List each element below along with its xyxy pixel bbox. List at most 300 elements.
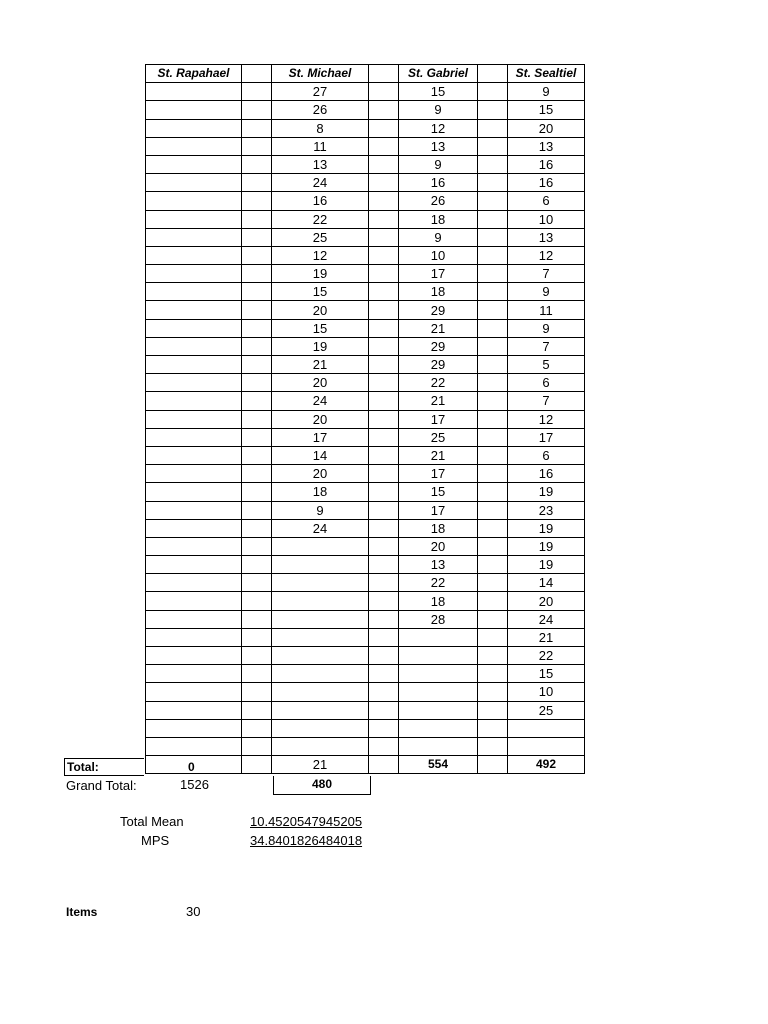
cell-gap[interactable]: [242, 374, 272, 392]
cell-gap[interactable]: [478, 301, 508, 319]
cell-gap[interactable]: [478, 137, 508, 155]
cell-st-rapahael[interactable]: [146, 155, 242, 173]
cell-st-sealtiel[interactable]: 12: [508, 410, 585, 428]
cell-gap[interactable]: [369, 283, 399, 301]
cell-st-sealtiel[interactable]: 6: [508, 374, 585, 392]
cell-st-sealtiel[interactable]: 6: [508, 446, 585, 464]
cell-gap[interactable]: [369, 719, 399, 737]
header-gap-2[interactable]: [369, 65, 399, 83]
cell-gap[interactable]: [369, 337, 399, 355]
cell-st-michael[interactable]: 8: [272, 119, 369, 137]
cell-gap[interactable]: [478, 392, 508, 410]
cell-gap[interactable]: [478, 83, 508, 101]
cell-gap[interactable]: [369, 446, 399, 464]
cell-st-michael[interactable]: 15: [272, 283, 369, 301]
cell-gap[interactable]: [242, 119, 272, 137]
cell-gap[interactable]: [478, 483, 508, 501]
header-row: [146, 65, 585, 83]
cell-gap[interactable]: [242, 483, 272, 501]
cell-st-gabriel[interactable]: 20: [399, 537, 478, 555]
cell-gap[interactable]: [369, 356, 399, 374]
cell-st-michael[interactable]: 24: [272, 519, 369, 537]
cell-st-michael[interactable]: 22: [272, 210, 369, 228]
cell-gap[interactable]: [478, 465, 508, 483]
cell-st-michael[interactable]: [272, 701, 369, 719]
cell-st-rapahael[interactable]: [146, 374, 242, 392]
cell-st-gabriel[interactable]: 17: [399, 465, 478, 483]
items-value[interactable]: 30: [186, 904, 201, 919]
cell-gap[interactable]: [242, 501, 272, 519]
cell-gap[interactable]: [369, 137, 399, 155]
cell-gap[interactable]: [369, 228, 399, 246]
cell-gap[interactable]: [478, 155, 508, 173]
cell-st-rapahael[interactable]: [146, 319, 242, 337]
cell-st-sealtiel[interactable]: [508, 719, 585, 737]
cell-st-gabriel[interactable]: [399, 701, 478, 719]
cell-st-rapahael[interactable]: [146, 610, 242, 628]
cell-gap[interactable]: [242, 574, 272, 592]
cell-st-sealtiel[interactable]: 9: [508, 83, 585, 101]
cell-st-rapahael[interactable]: [146, 683, 242, 701]
cell-gap[interactable]: [369, 665, 399, 683]
cell-gap[interactable]: [242, 283, 272, 301]
cell-st-rapahael[interactable]: [146, 192, 242, 210]
cell-gap[interactable]: [369, 265, 399, 283]
cell-st-gabriel[interactable]: 22: [399, 374, 478, 392]
cell-gap[interactable]: [369, 119, 399, 137]
table-row: [146, 665, 585, 683]
cell-st-gabriel[interactable]: 29: [399, 337, 478, 355]
cell-gap[interactable]: [242, 83, 272, 101]
cell-gap[interactable]: [369, 501, 399, 519]
table-row: [146, 283, 585, 301]
cell-gap[interactable]: [369, 410, 399, 428]
cell-st-sealtiel[interactable]: 12: [508, 246, 585, 264]
cell-gap[interactable]: [478, 665, 508, 683]
cell-st-michael[interactable]: [272, 574, 369, 592]
cell-gap[interactable]: [369, 519, 399, 537]
cell-gap[interactable]: [369, 374, 399, 392]
cell-gap[interactable]: [478, 428, 508, 446]
cell-gap[interactable]: [369, 483, 399, 501]
table-row: [146, 483, 585, 501]
cell-gap[interactable]: [369, 428, 399, 446]
cell-st-sealtiel[interactable]: 15: [508, 101, 585, 119]
cell-gap[interactable]: [242, 192, 272, 210]
cell-gap[interactable]: [242, 410, 272, 428]
cell-st-gabriel[interactable]: 18: [399, 519, 478, 537]
cell-gap[interactable]: [242, 228, 272, 246]
cell-gap[interactable]: [478, 647, 508, 665]
cell-gap[interactable]: [369, 174, 399, 192]
cell-st-rapahael[interactable]: [146, 701, 242, 719]
cell-gap[interactable]: [242, 446, 272, 464]
cell-st-sealtiel[interactable]: 19: [508, 537, 585, 555]
cell-st-michael[interactable]: [272, 537, 369, 555]
cell-st-michael[interactable]: [272, 665, 369, 683]
table-row: [146, 101, 585, 119]
cell-st-gabriel[interactable]: 13: [399, 137, 478, 155]
cell-st-gabriel[interactable]: 21: [399, 446, 478, 464]
cell-st-rapahael[interactable]: [146, 410, 242, 428]
cell-gap[interactable]: [478, 228, 508, 246]
cell-st-gabriel[interactable]: 9: [399, 228, 478, 246]
cell-st-sealtiel[interactable]: 7: [508, 337, 585, 355]
cell-gap[interactable]: [242, 265, 272, 283]
cell-st-gabriel[interactable]: [399, 737, 478, 755]
cell-gap[interactable]: [242, 737, 272, 755]
cell-st-rapahael[interactable]: [146, 210, 242, 228]
table-row: [146, 628, 585, 646]
cell-gap[interactable]: [369, 392, 399, 410]
cell-st-sealtiel[interactable]: 25: [508, 701, 585, 719]
cell-gap[interactable]: [369, 647, 399, 665]
cell-st-gabriel[interactable]: 17: [399, 265, 478, 283]
cell-st-sealtiel[interactable]: 10: [508, 683, 585, 701]
table-row: [146, 119, 585, 137]
cell-st-michael[interactable]: 26: [272, 101, 369, 119]
cell-st-michael[interactable]: 20: [272, 410, 369, 428]
cell-st-sealtiel[interactable]: [508, 737, 585, 755]
cell-st-gabriel[interactable]: 28: [399, 610, 478, 628]
cell-st-michael[interactable]: 24: [272, 174, 369, 192]
cell-st-sealtiel[interactable]: 21: [508, 628, 585, 646]
cell-gap[interactable]: [369, 592, 399, 610]
cell-gap[interactable]: [478, 246, 508, 264]
cell-st-rapahael[interactable]: [146, 428, 242, 446]
cell-gap[interactable]: [478, 265, 508, 283]
cell-gap[interactable]: [369, 465, 399, 483]
cell-gap[interactable]: [369, 610, 399, 628]
cell-st-rapahael[interactable]: [146, 119, 242, 137]
cell-st-rapahael[interactable]: [146, 647, 242, 665]
cell-gap[interactable]: [242, 155, 272, 173]
cell-gap[interactable]: [369, 537, 399, 555]
cell-st-michael[interactable]: 9: [272, 501, 369, 519]
cell-gap[interactable]: [242, 356, 272, 374]
cell-st-sealtiel[interactable]: 15: [508, 665, 585, 683]
cell-gap[interactable]: [242, 337, 272, 355]
cell-st-sealtiel[interactable]: 13: [508, 228, 585, 246]
cell-st-michael[interactable]: 19: [272, 265, 369, 283]
cell-gap[interactable]: [369, 301, 399, 319]
cell-st-michael[interactable]: [272, 737, 369, 755]
cell-st-rapahael[interactable]: [146, 83, 242, 101]
cell-gap[interactable]: [242, 428, 272, 446]
cell-gap[interactable]: [478, 537, 508, 555]
cell-st-gabriel[interactable]: 17: [399, 501, 478, 519]
cell-st-sealtiel[interactable]: 5: [508, 356, 585, 374]
cell-st-michael[interactable]: 15: [272, 319, 369, 337]
cell-st-rapahael[interactable]: [146, 483, 242, 501]
cell-st-rapahael[interactable]: [146, 101, 242, 119]
cell-st-rapahael[interactable]: [146, 665, 242, 683]
cell-st-gabriel[interactable]: 15: [399, 483, 478, 501]
cell-st-rapahael[interactable]: [146, 137, 242, 155]
cell-gap[interactable]: [242, 301, 272, 319]
cell-gap[interactable]: [242, 210, 272, 228]
cell-gap[interactable]: [478, 337, 508, 355]
cell-st-sealtiel[interactable]: 11: [508, 301, 585, 319]
cell-gap[interactable]: [242, 137, 272, 155]
cell-st-michael[interactable]: 24: [272, 392, 369, 410]
cell-gap[interactable]: [478, 283, 508, 301]
cell-st-rapahael[interactable]: [146, 719, 242, 737]
cell-st-gabriel[interactable]: [399, 647, 478, 665]
cell-gap[interactable]: [369, 101, 399, 119]
cell-st-gabriel[interactable]: [399, 628, 478, 646]
cell-gap[interactable]: [478, 737, 508, 755]
table-row: [146, 246, 585, 264]
cell-st-gabriel[interactable]: [399, 683, 478, 701]
cell-st-gabriel[interactable]: 17: [399, 410, 478, 428]
cell-st-sealtiel[interactable]: 16: [508, 155, 585, 173]
table-row: [146, 210, 585, 228]
cell-st-rapahael[interactable]: [146, 283, 242, 301]
header-gap-3[interactable]: [478, 65, 508, 83]
cell-st-gabriel[interactable]: [399, 719, 478, 737]
cell-gap[interactable]: [369, 556, 399, 574]
cell-gap[interactable]: [369, 737, 399, 755]
cell-st-sealtiel[interactable]: 19: [508, 519, 585, 537]
cell-gap[interactable]: [369, 319, 399, 337]
cell-gap[interactable]: [478, 628, 508, 646]
cell-st-sealtiel[interactable]: 17: [508, 428, 585, 446]
cell-st-michael[interactable]: [272, 556, 369, 574]
total-label[interactable]: Total:: [64, 758, 144, 776]
cell-st-sealtiel[interactable]: 6: [508, 192, 585, 210]
cell-st-michael[interactable]: [272, 610, 369, 628]
cell-gap[interactable]: [478, 446, 508, 464]
cell-st-gabriel[interactable]: 29: [399, 356, 478, 374]
cell-gap[interactable]: [242, 647, 272, 665]
cell-st-gabriel[interactable]: 12: [399, 119, 478, 137]
cell-st-gabriel[interactable]: 21: [399, 319, 478, 337]
cell-st-sealtiel[interactable]: 9: [508, 319, 585, 337]
cell-st-rapahael[interactable]: [146, 265, 242, 283]
cell-st-sealtiel[interactable]: 7: [508, 265, 585, 283]
cell-st-rapahael[interactable]: [146, 446, 242, 464]
cell-st-michael[interactable]: 21: [272, 356, 369, 374]
cell-st-michael[interactable]: [272, 628, 369, 646]
cell-st-rapahael[interactable]: [146, 556, 242, 574]
cell-st-rapahael[interactable]: [146, 628, 242, 646]
cell-gap[interactable]: [369, 701, 399, 719]
grand-total-label[interactable]: Grand Total:: [66, 778, 137, 793]
cell-st-gabriel[interactable]: 10: [399, 246, 478, 264]
cell-st-rapahael[interactable]: [146, 301, 242, 319]
cell-st-gabriel[interactable]: 22: [399, 574, 478, 592]
cell-st-gabriel[interactable]: 15: [399, 83, 478, 101]
grand-total-michael-box[interactable]: 480: [273, 776, 371, 795]
cell-st-gabriel[interactable]: 18: [399, 210, 478, 228]
mps-label[interactable]: MPS: [141, 833, 170, 848]
cell-gap[interactable]: [369, 210, 399, 228]
cell-st-rapahael[interactable]: [146, 246, 242, 264]
cell-st-rapahael[interactable]: [146, 465, 242, 483]
cell-gap[interactable]: [242, 465, 272, 483]
cell-gap[interactable]: [242, 519, 272, 537]
cell-st-michael[interactable]: [272, 592, 369, 610]
cell-st-michael[interactable]: [272, 647, 369, 665]
cell-gap[interactable]: [242, 701, 272, 719]
table-row: [146, 356, 585, 374]
cell-st-sealtiel[interactable]: 22: [508, 647, 585, 665]
cell-st-gabriel[interactable]: 26: [399, 192, 478, 210]
cell-st-sealtiel[interactable]: 7: [508, 392, 585, 410]
table-row: [146, 228, 585, 246]
table-row: [146, 446, 585, 464]
cell-gap[interactable]: [478, 556, 508, 574]
cell-gap[interactable]: [369, 246, 399, 264]
cell-st-rapahael[interactable]: [146, 537, 242, 555]
cell-st-sealtiel[interactable]: 9: [508, 283, 585, 301]
cell-st-gabriel[interactable]: 9: [399, 101, 478, 119]
cell-st-gabriel[interactable]: 29: [399, 301, 478, 319]
cell-st-sealtiel[interactable]: 19: [508, 483, 585, 501]
table-row: [146, 465, 585, 483]
cell-st-gabriel[interactable]: 25: [399, 428, 478, 446]
cell-st-rapahael[interactable]: [146, 337, 242, 355]
cell-st-michael[interactable]: 20: [272, 465, 369, 483]
total-mean-label[interactable]: Total Mean: [120, 814, 184, 829]
cell-gap[interactable]: [478, 701, 508, 719]
cell-st-sealtiel[interactable]: 24: [508, 610, 585, 628]
total-mean-value[interactable]: 10.4520547945205: [250, 814, 363, 829]
cell-st-michael[interactable]: 13: [272, 155, 369, 173]
total-gabriel[interactable]: 554: [399, 756, 478, 774]
table-row: [146, 556, 585, 574]
cell-st-michael[interactable]: 12: [272, 246, 369, 264]
cell-st-rapahael[interactable]: [146, 737, 242, 755]
cell-st-michael[interactable]: 19: [272, 337, 369, 355]
cell-gap[interactable]: [478, 501, 508, 519]
total-cell-gap[interactable]: [478, 756, 508, 774]
cell-gap[interactable]: [242, 610, 272, 628]
cell-gap[interactable]: [478, 210, 508, 228]
cell-st-sealtiel[interactable]: 14: [508, 574, 585, 592]
cell-st-rapahael[interactable]: [146, 574, 242, 592]
cell-gap[interactable]: [369, 628, 399, 646]
cell-st-michael[interactable]: 20: [272, 374, 369, 392]
cell-st-gabriel[interactable]: 13: [399, 556, 478, 574]
total-cell-gap[interactable]: [369, 756, 399, 774]
cell-gap[interactable]: [242, 392, 272, 410]
cell-gap[interactable]: [478, 192, 508, 210]
cell-st-rapahael[interactable]: [146, 174, 242, 192]
header-st-sealtiel[interactable]: St. Sealtiel: [508, 65, 585, 83]
cell-st-michael[interactable]: 16: [272, 192, 369, 210]
cell-gap[interactable]: [369, 683, 399, 701]
cell-st-michael[interactable]: [272, 719, 369, 737]
cell-gap[interactable]: [242, 246, 272, 264]
cell-gap[interactable]: [242, 537, 272, 555]
cell-st-sealtiel[interactable]: 23: [508, 501, 585, 519]
cell-gap[interactable]: [478, 719, 508, 737]
cell-st-michael[interactable]: 25: [272, 228, 369, 246]
cell-gap[interactable]: [478, 174, 508, 192]
cell-gap[interactable]: [242, 174, 272, 192]
total-cell-gap[interactable]: [242, 756, 272, 774]
cell-gap[interactable]: [242, 101, 272, 119]
cell-gap[interactable]: [242, 683, 272, 701]
cell-gap[interactable]: [242, 556, 272, 574]
cell-st-gabriel[interactable]: 21: [399, 392, 478, 410]
cell-st-michael[interactable]: 11: [272, 137, 369, 155]
cell-gap[interactable]: [478, 683, 508, 701]
cell-st-michael[interactable]: 18: [272, 483, 369, 501]
cell-st-rapahael[interactable]: [146, 392, 242, 410]
cell-st-gabriel[interactable]: [399, 665, 478, 683]
cell-gap[interactable]: [369, 155, 399, 173]
cell-gap[interactable]: [478, 410, 508, 428]
cell-st-michael[interactable]: 20: [272, 301, 369, 319]
cell-st-gabriel[interactable]: 18: [399, 592, 478, 610]
cell-st-sealtiel[interactable]: 20: [508, 119, 585, 137]
cell-gap[interactable]: [478, 101, 508, 119]
cell-gap[interactable]: [242, 319, 272, 337]
cell-gap[interactable]: [478, 119, 508, 137]
cell-st-sealtiel[interactable]: 13: [508, 137, 585, 155]
cell-st-rapahael[interactable]: [146, 501, 242, 519]
cell-st-rapahael[interactable]: [146, 592, 242, 610]
table-row: [146, 392, 585, 410]
table-row: [146, 301, 585, 319]
total-rapahael[interactable]: 0: [188, 760, 195, 774]
cell-st-michael[interactable]: 17: [272, 428, 369, 446]
cell-st-rapahael[interactable]: [146, 519, 242, 537]
cell-gap[interactable]: [478, 374, 508, 392]
cell-gap[interactable]: [369, 83, 399, 101]
mps-value[interactable]: 34.8401826484018: [250, 833, 363, 848]
cell-st-gabriel[interactable]: 16: [399, 174, 478, 192]
cell-st-rapahael[interactable]: [146, 228, 242, 246]
items-label[interactable]: Items: [66, 905, 98, 919]
cell-gap[interactable]: [242, 628, 272, 646]
cell-st-sealtiel[interactable]: 10: [508, 210, 585, 228]
cell-st-michael[interactable]: [272, 683, 369, 701]
cell-gap[interactable]: [478, 574, 508, 592]
cell-st-sealtiel[interactable]: 16: [508, 174, 585, 192]
cell-st-gabriel[interactable]: 9: [399, 155, 478, 173]
total-sealtiel[interactable]: 492: [508, 756, 585, 774]
cell-st-sealtiel[interactable]: 16: [508, 465, 585, 483]
header-st-rapahael[interactable]: St. Rapahael: [146, 65, 242, 83]
header-gap-1[interactable]: [242, 65, 272, 83]
cell-gap[interactable]: [478, 319, 508, 337]
cell-gap[interactable]: [478, 519, 508, 537]
cell-st-sealtiel[interactable]: 19: [508, 556, 585, 574]
cell-gap[interactable]: [369, 574, 399, 592]
table-row: [146, 537, 585, 555]
total-michael[interactable]: 21: [272, 756, 369, 774]
cell-st-gabriel[interactable]: 18: [399, 283, 478, 301]
header-st-michael[interactable]: St. Michael: [272, 65, 369, 83]
cell-gap[interactable]: [242, 665, 272, 683]
cell-gap[interactable]: [369, 192, 399, 210]
cell-st-michael[interactable]: 27: [272, 83, 369, 101]
cell-gap[interactable]: [242, 719, 272, 737]
grand-total-value[interactable]: 1526: [180, 777, 209, 792]
cell-gap[interactable]: [242, 592, 272, 610]
cell-st-sealtiel[interactable]: 20: [508, 592, 585, 610]
cell-st-rapahael[interactable]: [146, 356, 242, 374]
cell-gap[interactable]: [478, 610, 508, 628]
header-st-gabriel[interactable]: St. Gabriel: [399, 65, 478, 83]
cell-gap[interactable]: [478, 592, 508, 610]
cell-st-michael[interactable]: 14: [272, 446, 369, 464]
cell-gap[interactable]: [478, 356, 508, 374]
